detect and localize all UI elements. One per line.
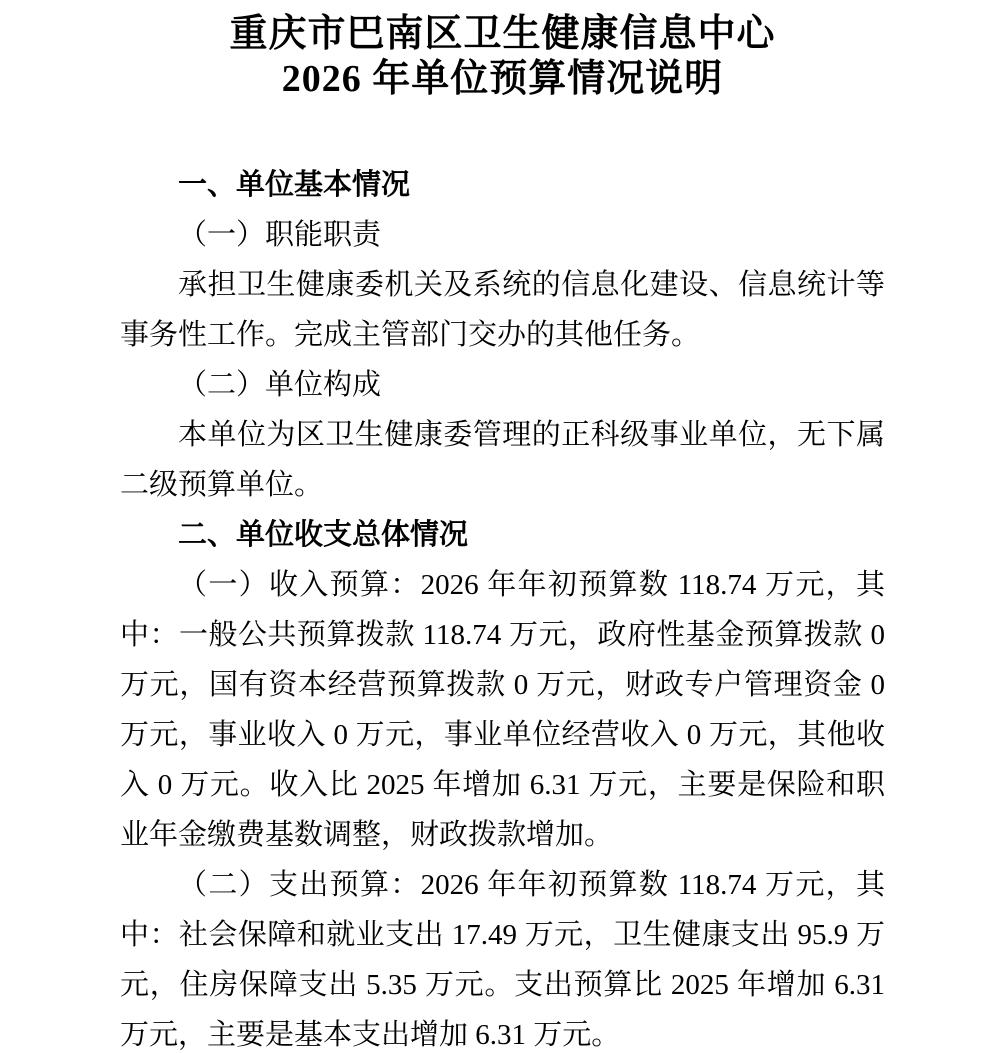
title-line-2: 2026 年单位预算情况说明 xyxy=(281,58,724,100)
section-1-paragraph-2: 本单位为区卫生健康委管理的正科级事业单位，无下属二级预算单位。 xyxy=(120,419,885,501)
section-1-subheading-2: （二）单位构成 xyxy=(178,369,382,401)
title-line-1: 重庆市巴南区卫生健康信息中心 xyxy=(229,13,776,55)
section-2-heading: 二、单位收支总体情况 xyxy=(178,519,469,551)
section-1-subheading-1: （一）职能职责 xyxy=(178,219,382,251)
section-2-paragraph-1: （一）收入预算：2026 年年初预算数 118.74 万元，其中：一般公共预算拨款 118.74 万元，政府性基金预算拨款 0 万元，国有资本经营预算拨款 0 万元，财政专户管理资金 0 万元，事业收入 0 万元，事业单位经营收入 0 万元，其他收入 0 万元。收入比 2025 年增加 6.31 万元，主要是保险和职业年金缴费基数调整，财政拨款增加。 xyxy=(120,569,885,851)
section-2-paragraph-2: （二）支出预算：2026 年年初预算数 118.74 万元，其中：社会保障和就业支出 17.49 万元，卫生健康支出 95.9 万元，住房保障支出 5.35 万元。支出预算比 2025 年增加 6.31 万元，主要是基本支出增加 6.31 万元。 xyxy=(120,869,885,1051)
document-title xyxy=(120,12,885,102)
section-1-paragraph-1: 承担卫生健康委机关及系统的信息化建设、信息统计等事务性工作。完成主管部门交办的其他任务。 xyxy=(120,269,885,351)
section-1-heading: 一、单位基本情况 xyxy=(178,169,411,201)
